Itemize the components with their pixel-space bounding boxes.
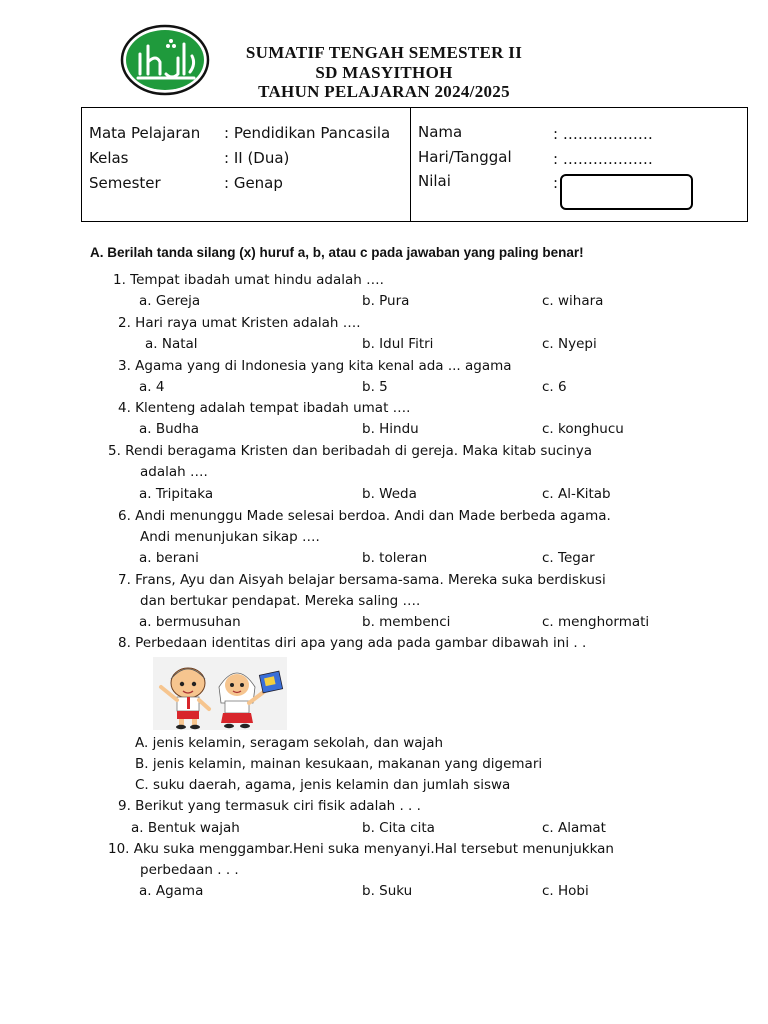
- score-label: Nilai: [418, 172, 451, 190]
- q4-option-c[interactable]: c. konghucu: [542, 421, 624, 437]
- date-field[interactable]: : ………………: [553, 150, 653, 168]
- q6-option-c[interactable]: c. Tegar: [542, 550, 595, 566]
- q5-option-a[interactable]: a. Tripitaka: [139, 486, 214, 502]
- q9-option-c[interactable]: c. Alamat: [542, 820, 606, 836]
- students-illustration: [153, 657, 287, 730]
- school-name: SD MASYITHOH: [315, 63, 453, 82]
- q2-option-b[interactable]: b. Idul Fitri: [362, 336, 434, 352]
- academic-year: TAHUN PELAJARAN 2024/2025: [258, 82, 510, 101]
- q4-option-b[interactable]: b. Hindu: [362, 421, 419, 437]
- q8-option-b[interactable]: B. jenis kelamin, mainan kesukaan, makanan yang digemari: [135, 756, 543, 772]
- q5-option-b[interactable]: b. Weda: [362, 486, 417, 502]
- section-instruction: A. Berilah tanda silang (x) huruf a, b, atau c pada jawaban yang paling benar!: [90, 245, 584, 260]
- q7-option-b[interactable]: b. membenci: [362, 614, 451, 630]
- q7-option-c[interactable]: c. menghormati: [542, 614, 650, 630]
- question-5: 5. Rendi beragama Kristen dan beribadah di gereja. Maka kitab sucinya: [108, 443, 592, 459]
- q4-option-a[interactable]: a. Budha: [139, 421, 200, 437]
- class-value: : II (Dua): [224, 149, 290, 167]
- question-10: 10. Aku suka menggambar.Heni suka menyanyi.Hal tersebut menunjukkan: [108, 841, 614, 857]
- q6-option-b[interactable]: b. toleran: [362, 550, 428, 566]
- q1-option-c[interactable]: c. wihara: [542, 293, 604, 309]
- q9-option-b[interactable]: b. Cita cita: [362, 820, 435, 836]
- exam-title: SUMATIF TENGAH SEMESTER II: [245, 43, 523, 62]
- q3-option-c[interactable]: c. 6: [542, 379, 567, 395]
- question-5-cont: adalah ….: [140, 464, 208, 480]
- q10-option-a[interactable]: a. Agama: [139, 883, 204, 899]
- class-label: Kelas: [89, 149, 129, 167]
- name-field[interactable]: : ………………: [553, 125, 653, 143]
- q9-option-a[interactable]: a. Bentuk wajah: [131, 820, 240, 836]
- q8-option-a[interactable]: A. jenis kelamin, seragam sekolah, dan wajah: [135, 735, 444, 751]
- q7-option-a[interactable]: a. bermusuhan: [139, 614, 241, 630]
- score-box[interactable]: [560, 174, 693, 210]
- q1-option-a[interactable]: a. Gereja: [139, 293, 201, 309]
- question-7: 7. Frans, Ayu dan Aisyah belajar bersama-sama. Mereka suka berdiskusi: [118, 572, 606, 588]
- question-4: 4. Klenteng adalah tempat ibadah umat ….: [118, 400, 411, 416]
- score-colon: :: [553, 174, 559, 192]
- q6-option-a[interactable]: a. berani: [139, 550, 199, 566]
- q3-option-a[interactable]: a. 4: [139, 379, 165, 395]
- q2-option-c[interactable]: c. Nyepi: [542, 336, 597, 352]
- q10-option-b[interactable]: b. Suku: [362, 883, 413, 899]
- semester-label: Semester: [89, 174, 161, 192]
- subject-label: Mata Pelajaran: [89, 124, 201, 142]
- date-label: Hari/Tanggal: [418, 148, 512, 166]
- identity-divider: [410, 107, 411, 222]
- question-9: 9. Berikut yang termasuk ciri fisik adalah . . .: [118, 798, 421, 814]
- question-10-cont: perbedaan . . .: [140, 862, 239, 878]
- q10-option-c[interactable]: c. Hobi: [542, 883, 589, 899]
- question-2: 2. Hari raya umat Kristen adalah ….: [118, 315, 361, 331]
- q1-option-b[interactable]: b. Pura: [362, 293, 410, 309]
- subject-value: : Pendidikan Pancasila: [224, 124, 391, 142]
- name-label: Nama: [418, 123, 463, 141]
- question-6-cont: Andi menunjukan sikap ….: [140, 529, 320, 545]
- question-7-cont: dan bertukar pendapat. Mereka saling ….: [140, 593, 421, 609]
- q3-option-b[interactable]: b. 5: [362, 379, 388, 395]
- semester-value: : Genap: [224, 174, 283, 192]
- question-8: 8. Perbedaan identitas diri apa yang ada pada gambar dibawah ini . .: [118, 635, 587, 651]
- question-1: 1. Tempat ibadah umat hindu adalah ….: [113, 272, 384, 288]
- question-3: 3. Agama yang di Indonesia yang kita kenal ada ... agama: [118, 358, 512, 374]
- question-6: 6. Andi menunggu Made selesai berdoa. Andi dan Made berbeda agama.: [118, 508, 611, 524]
- q8-option-c[interactable]: C. suku daerah, agama, jenis kelamin dan jumlah siswa: [135, 777, 511, 793]
- q2-option-a[interactable]: a. Natal: [145, 336, 198, 352]
- q5-option-c[interactable]: c. Al-Kitab: [542, 486, 611, 502]
